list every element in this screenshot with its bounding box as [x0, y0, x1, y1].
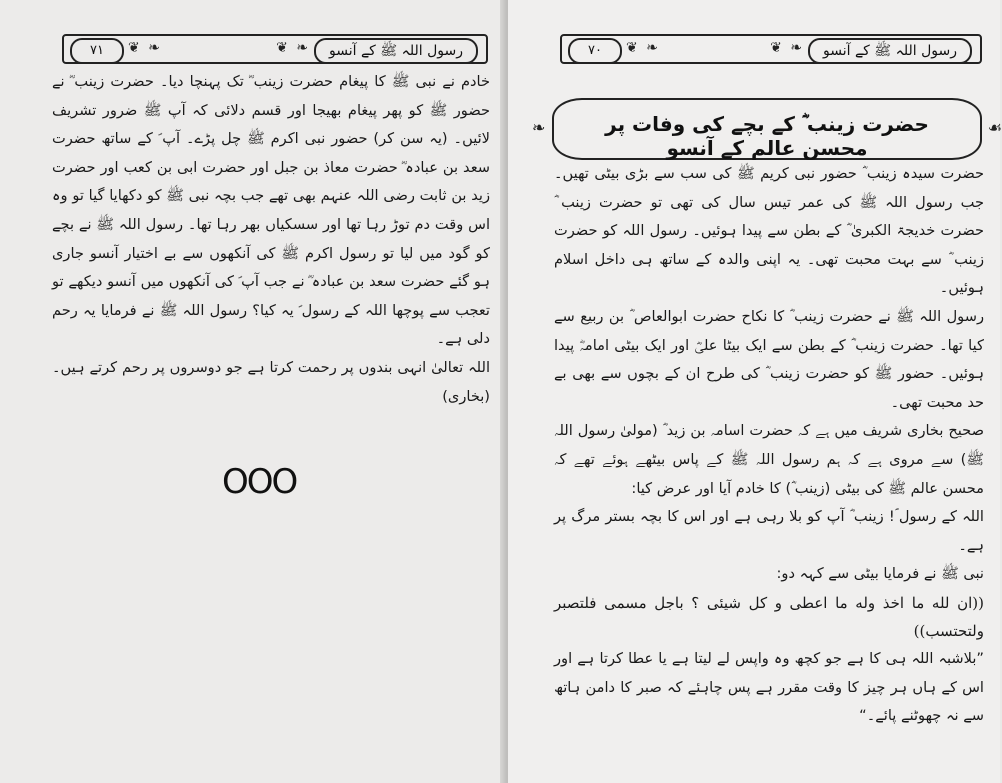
right-page	[508, 0, 1000, 783]
right-running-title: رسول اللہ ﷺ کے آنسو	[808, 38, 972, 64]
right-paragraph-2: رسول اللہ ﷺ نے حضرت زینب ؓ کا نکاح حضرت ابوالعاص ؓ بن ربیع سے کیا تھا۔ حضرت زینب ؓ کے بطن سے ایک بیٹا علیؓ اور ایک بیٹی امامہؓ پیدا ہوئیں۔ حضور ﷺ کو حضرت زینب ؓ کی طرح ان کے بچوں سے بھی بے حد محبت تھی۔	[554, 307, 984, 411]
quote-translation: ”بلاشبہ اللہ ہی کا ہے جو کچھ وہ واپس لے لیتا ہے یا عطا کرتا ہے اور اس کے ہاں ہر چیز کا وقت مقرر ہے پس چاہئے کہ صبر کا دامن ہاتھ سے نہ چھوٹنے پائے۔“	[554, 649, 984, 725]
chapter-title-box	[532, 98, 1002, 160]
right-page-header	[560, 34, 982, 64]
flourish-icon: ❧	[532, 118, 546, 137]
left-paragraph-1: خادم نے نبی ﷺ کا پیغام حضرت زینب ؓ تک پہنچا دیا۔ حضرت زینب ؓ نے حضور ﷺ کو پھر پیغام بھیجا اور قسم دلائی کہ آپ ﷺ ضرور تشریف لائیں۔ (یہ سن کر) حضور نبی اکرم ﷺ چل پڑے۔ آپ ؐ کے ساتھ حضرت سعد بن عبادہ ؓ حضرت معاذ بن جبل اور حضرت ابی بن کعب اور حضرت زید بن ثابت رضی اللہ عنہم بھی تھے جب بچہ نبی ﷺ کو دکھایا گیا تو وہ اس وقت دم توڑ رہا تھا اور سسکیاں بھر رہا تھا۔ رسول اللہ ﷺ نے بچے کو گود میں لیا تو رسول اکرم ﷺ کی آنکھوں سے بے اختیار آنسو جاری ہو گئے حضرت سعد بن عبادہ ؓ نے جب آپ ؐ کی آنکھوں میں آنسو دیکھے تو تعجب سے پوچھا اللہ کے رسول ؐ یہ کیا؟ رسول اللہ ﷺ نے فرمایا یہ رحم دلی ہے۔	[52, 73, 490, 348]
ornament-icon: ❦ ❧	[626, 40, 660, 56]
left-paragraph-2: اللہ تعالیٰ انہی بندوں پر رحمت کرتا ہے جو دوسروں پر رحم کرتے ہیں۔ (بخاری)	[52, 358, 490, 405]
right-paragraph-4: اللہ کے رسول ؐ! زینب ؓ آپ کو بلا رہی ہے اور اس کا بچہ بستر مرگ پر ہے۔	[554, 508, 984, 554]
ornament-icon: ❦ ❧	[276, 40, 310, 56]
section-end-symbol: OOO	[222, 462, 297, 502]
chapter-title: حضرت زینب ؓ کے بچے کی وفات پر محسن عالم کے آنسو	[605, 112, 929, 160]
right-paragraph-5: نبی ﷺ نے فرمایا بیٹی سے کہہ دو:	[776, 565, 984, 583]
right-page-number: ۷۰	[568, 38, 622, 64]
right-paragraph-1: حضرت سیدہ زینب ؓ حضور نبی کریم ﷺ کی سب سے بڑی بیٹی تھیں۔ جب رسول اللہ ﷺ کی عمر تیس سال کی تھی تو حضرت زینب ؓ حضرت خدیجۃ الکبریٰ ؓ کے بطن سے پیدا ہوئیں۔ رسول اللہ کو حضرت زینب ؓ سے بہت محبت تھی۔ یہ اپنی والدہ کے ساتھ ہی داخل اسلام ہوئیں۔	[554, 165, 984, 297]
right-paragraph-3: صحیح بخاری شریف میں ہے کہ حضرت اسامہ بن زید ؓ (مولیٰ رسول اللہ ﷺ) سے مروی ہے کہ ہم رسول اللہ ﷺ کے پاس بیٹھے ہوئے تھے کہ محسن عالم ﷺ کی بیٹی (زینب ؓ) کا خادم آیا اور عرض کیا:	[554, 422, 984, 497]
left-page-body	[52, 68, 490, 411]
ornament-icon: ❦ ❧	[128, 40, 162, 56]
arabic-quote: ((ان لله ما اخذ وله ما اعطى و كل شيئى ؟ باجل مسمى فلتصبر ولتحتسب))	[554, 593, 984, 640]
left-page-header	[62, 34, 488, 64]
right-page-body	[554, 160, 984, 731]
ornament-icon: ❦ ❧	[770, 40, 804, 56]
left-page-number: ۷۱	[70, 38, 124, 64]
flourish-icon: ☙	[987, 118, 1002, 137]
left-running-title: رسول اللہ ﷺ کے آنسو	[314, 38, 478, 64]
